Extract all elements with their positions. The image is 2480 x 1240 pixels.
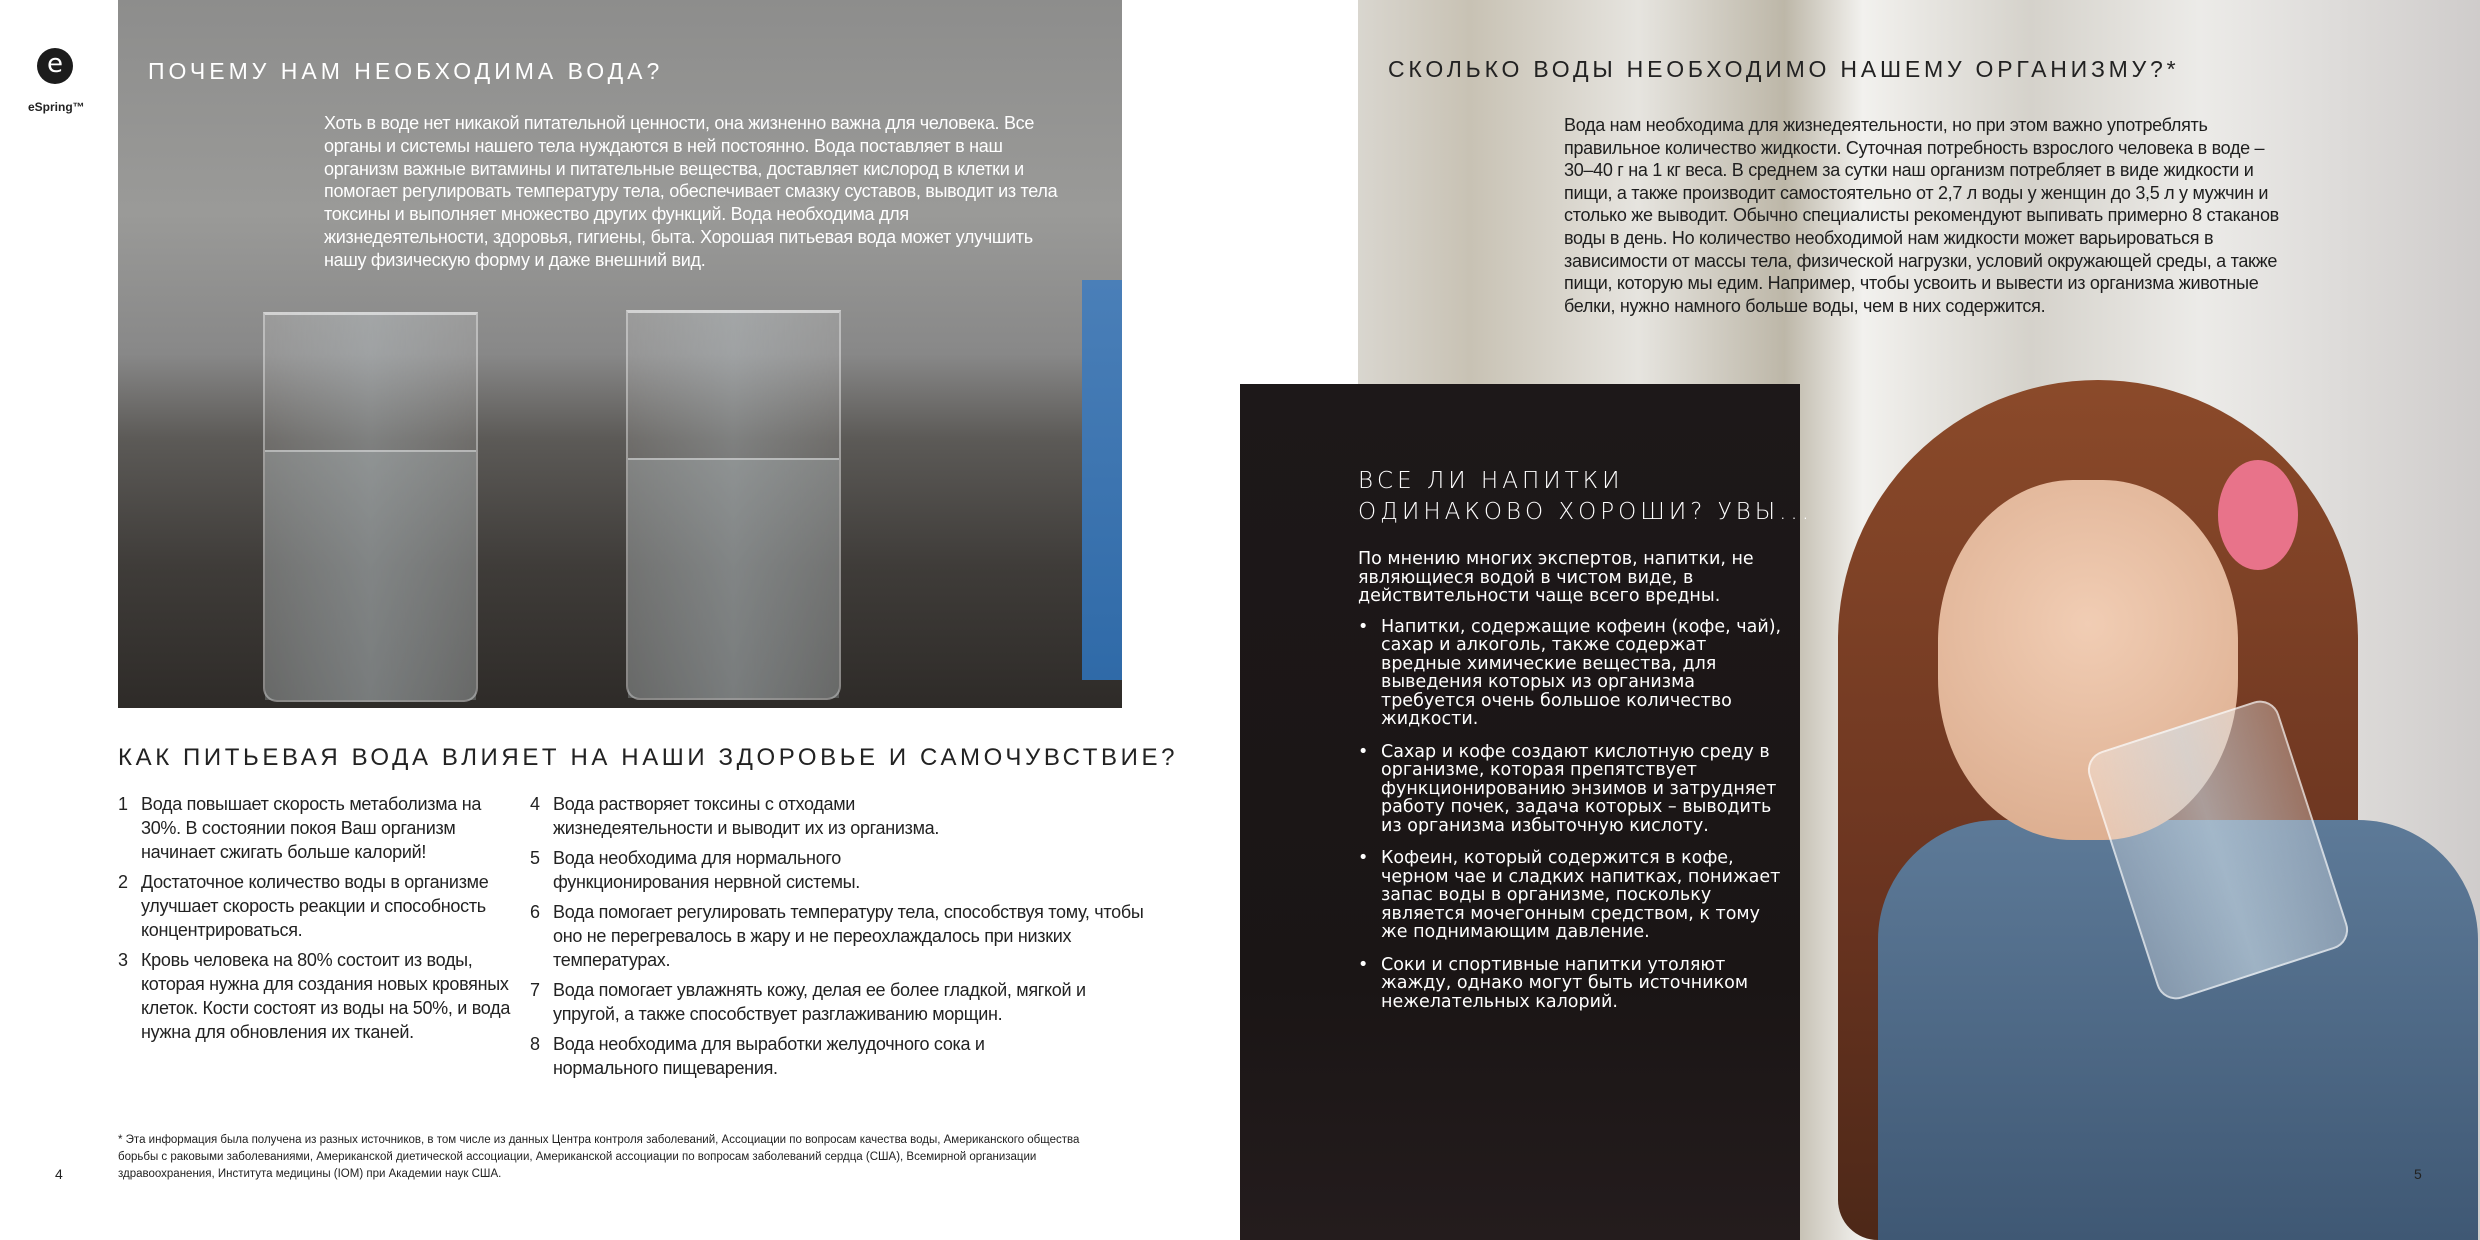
bullet-item (1358, 618, 1788, 729)
bullet-icon: • (1358, 954, 1369, 975)
glass-image-left (263, 312, 478, 702)
section-title: КАК ПИТЬЕВАЯ ВОДА ВЛИЯЕТ НА НАШИ ЗДОРОВЬЕ И САМОЧУВСТВИЕ? (118, 744, 1179, 771)
drinks-info-content (1358, 466, 1814, 1025)
box-title (1358, 466, 1814, 528)
item-number: 5 (530, 848, 540, 868)
bullet-icon: • (1358, 848, 1369, 868)
item-text: Кровь человека на 80% состоит из воды, которая нужна для создания новых кровяных клеток. Кости состоят из воды на 50%, и вода нужна для обновления их тканей. (141, 950, 511, 1042)
item-number: 3 (118, 950, 128, 970)
list-item (530, 978, 1150, 1026)
bullet-text: Сахар и кофе создают кислотную среду в организме, которая препятствует функционированию энзимов и затрудняет работу почек, задача которых – выводить из организма избыточную кислоту. (1381, 741, 1777, 836)
bullet-item (1358, 956, 1788, 1012)
item-text: Вода помогает увлажнять кожу, делая ее более гладкой, мягкой и упругой, а также способствует разглаживанию морщин. (553, 980, 1086, 1024)
right-intro-paragraph: Вода нам необходима для жизнедеятельности, но при этом важно употреблять правильное количество жидкости. Суточная потребность взрослого человека в воде – 30–40 г на 1 кг веса. В среднем за сутки наш организм потребляет в виде жидкости и пищи, а также производит самостоятельно от 2,7 л воды у женщин до 3,5 л у мужчин и столько же выводит. Обычно специалисты рекомендуют выпивать примерно 8 стаканов воды в день. Но количество необходимой нам жидкости может варьироваться в зависимости от массы тела, физической нагрузки, условий окружающей среды, а также пищи, которую мы едим. Например, чтобы усвоить и вывести из организма животные белки, нужно намного больше воды, чем в них содержится. (1564, 115, 2279, 316)
bullet-text: Напитки, содержащие кофеин (кофе, чай), сахар и алкоголь, также содержат вредные химические вещества, для выведения которых из организма требуется очень большое количество жидкости. (1381, 616, 1782, 729)
bullet-item (1358, 849, 1788, 942)
box-title-line: ОДИНАКОВО ХОРОШИ? УВЫ... (1358, 499, 1814, 525)
benefits-column-2 (530, 792, 1150, 1086)
bullet-icon: • (1358, 741, 1369, 762)
item-text: Достаточное количество воды в организме улучшает скорость реакции и способность концентрироваться. (141, 872, 489, 940)
right-page-title: СКОЛЬКО ВОДЫ НЕОБХОДИМО НАШЕМУ ОРГАНИЗМУ?* (1388, 56, 2180, 82)
item-number: 1 (118, 794, 128, 814)
item-text: Вода растворяет токсины с отходами жизнедеятельности и выводит их из организма. (553, 794, 940, 838)
hair-bow-shape (2218, 460, 2298, 570)
list-item (118, 792, 518, 864)
brand-name: eSpring™ (28, 100, 85, 114)
item-text: Вода помогает регулировать температуру тела, способствуя тому, чтобы оно не перегревалось в жару и не переохлаждалось при низких температурах. (553, 902, 1144, 970)
bullet-icon: • (1358, 616, 1369, 637)
page-number-right: 5 (2414, 1166, 2422, 1182)
item-number: 4 (530, 794, 540, 814)
espring-logo-icon (37, 48, 73, 84)
box-title-line: ВСЕ ЛИ НАПИТКИ (1358, 468, 1624, 494)
item-number: 8 (530, 1034, 540, 1054)
page-number-left: 4 (55, 1166, 63, 1182)
item-text: Вода необходима для выработки желудочного сока и нормального пищеварения. (553, 1034, 985, 1078)
bullet-item (1358, 743, 1788, 836)
benefits-column-1 (118, 792, 518, 1050)
glass-image-right (626, 310, 841, 700)
item-number: 2 (118, 872, 128, 892)
list-item (118, 948, 518, 1044)
list-item (530, 900, 1150, 972)
bullet-text: Кофеин, который содержится в кофе, черном чае и сладких напитках, понижает запас воды в организме, поскольку является мочегонным средством, к тому же поднимающим давление. (1381, 848, 1781, 942)
bullet-text: Соки и спортивные напитки утоляют жажду, однако могут быть источником нежелательных калорий. (1381, 954, 1749, 1012)
list-item (118, 870, 518, 942)
item-text: Вода повышает скорость метаболизма на 30%. В состоянии покоя Ваш организм начинает сжигать больше калорий! (141, 794, 482, 862)
list-item (530, 792, 1150, 840)
item-text: Вода необходима для нормального функционирования нервной системы. (553, 848, 860, 892)
footnote: * Эта информация была получена из разных источников, в том числе из данных Центра контроля заболеваний, Ассоциации по вопросам качества воды, Американского общества борьбы с раковыми заболеваниями, Американской диетической ассоциации, Американской ассоциации по вопросам заболеваний сердца (США), Всемирной организации здравоохранения, Института медицины (IOM) при Академии наук США. (118, 1134, 1080, 1180)
intro-paragraph: Хоть в воде нет никакой питательной ценности, она жизненно важна для человека. Все органы и системы нашего тела нуждаются в ней постоянно. Вода поставляет в наш организм важные витамины и питательные вещества, доставляет кислород в клетки и помогает регулировать температуру тела, обеспечивает смазку суставов, выводит из тела токсины и выполняет множество других функций. Вода необходима для жизнедеятельности, здоровья, гигиены, быта. Хорошая питьевая вода может улучшить нашу физическую форму и даже внешний вид. (324, 113, 1058, 270)
list-item (530, 846, 1150, 894)
logo-letter: e (47, 49, 63, 79)
item-number: 7 (530, 980, 540, 1000)
item-number: 6 (530, 902, 540, 922)
list-item (530, 1032, 1150, 1080)
box-bullet-list (1358, 618, 1788, 1012)
water-glasses-photo (118, 0, 1122, 708)
page-title: ПОЧЕМУ НАМ НЕОБХОДИМА ВОДА? (148, 58, 664, 84)
blue-object (1082, 280, 1122, 680)
box-intro: По мнению многих экспертов, напитки, не являющиеся водой в чистом виде, в действительности чаще всего вредны. (1358, 549, 1754, 606)
